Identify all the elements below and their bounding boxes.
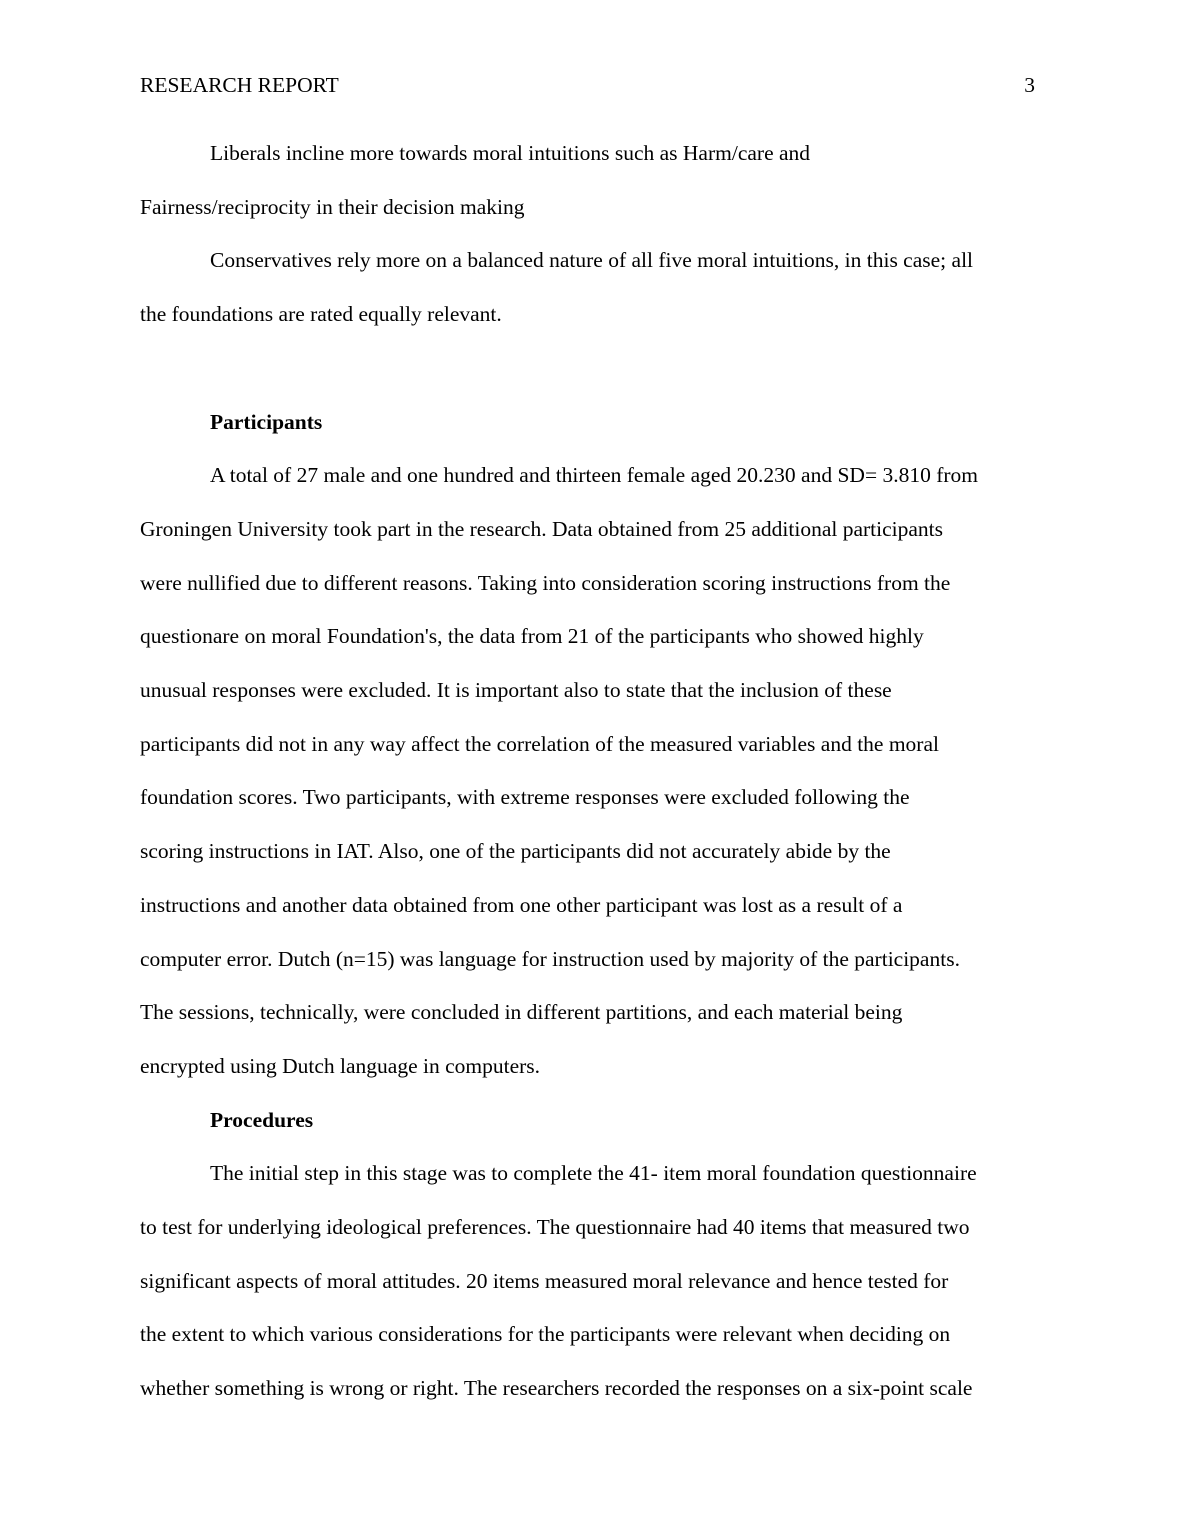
paragraph-line: Groningen University took part in the research. Data obtained from 25 additional participants (140, 516, 944, 541)
paragraph-line: significant aspects of moral attitudes. 20 items measured moral relevance and hence tested for (140, 1268, 949, 1293)
paragraph-line: whether something is wrong or right. The researchers recorded the responses on a six-point scale (140, 1376, 973, 1401)
paragraph-line: foundation scores. Two participants, with extreme responses were excluded following the (140, 785, 910, 810)
document-body (140, 127, 1048, 1416)
paragraph-line: were nullified due to different reasons. Taking into consideration scoring instructions from the (140, 570, 951, 595)
liberals-paragraph (140, 127, 1048, 234)
paragraph-line: The initial step in this stage was to complete the 41- item moral foundation questionnaire (210, 1161, 977, 1186)
paragraph-line: questionare on moral Foundation's, the data from 21 of the participants who showed highly (140, 624, 924, 649)
running-head: RESEARCH REPORT (140, 73, 339, 97)
paragraph-line: to test for underlying ideological preferences. The questionnaire had 40 items that measured two (140, 1215, 970, 1240)
paragraph-line: A total of 27 male and one hundred and thirteen female aged 20.230 and SD= 3.810 from (210, 463, 979, 488)
participants-paragraph (140, 449, 1048, 1093)
paragraph-line: unusual responses were excluded. It is important also to state that the inclusion of these (140, 678, 892, 703)
paragraph-line: Fairness/reciprocity in their decision making (140, 194, 525, 219)
blank-line (140, 342, 1048, 396)
procedures-heading: Procedures (210, 1107, 314, 1132)
participants-heading: Participants (210, 409, 323, 434)
paragraph-line: scoring instructions in IAT. Also, one of the participants did not accurately abide by the (140, 839, 891, 864)
paragraph-line: instructions and another data obtained from one other participant was lost as a result of a (140, 892, 903, 917)
paragraph-line: participants did not in any way affect the correlation of the measured variables and the moral (140, 731, 939, 756)
paragraph-line: the foundations are rated equally relevant. (140, 302, 502, 327)
paragraph-line: the extent to which various considerations for the participants were relevant when deciding on (140, 1322, 951, 1347)
procedures-paragraph (140, 1147, 1048, 1416)
paragraph-line: The sessions, technically, were concluded in different partitions, and each material being (140, 1000, 903, 1025)
conservatives-paragraph (140, 234, 1048, 341)
paragraph-line: Conservatives rely more on a balanced nature of all five moral intuitions, in this case; all (210, 248, 974, 273)
page-header (140, 72, 1035, 98)
paragraph-line: encrypted using Dutch language in computers. (140, 1053, 541, 1078)
paragraph-line: Liberals incline more towards moral intuitions such as Harm/care and (210, 141, 811, 165)
page-number: 3 (1024, 73, 1035, 97)
paragraph-line: computer error. Dutch (n=15) was language for instruction used by majority of the participants. (140, 946, 960, 971)
